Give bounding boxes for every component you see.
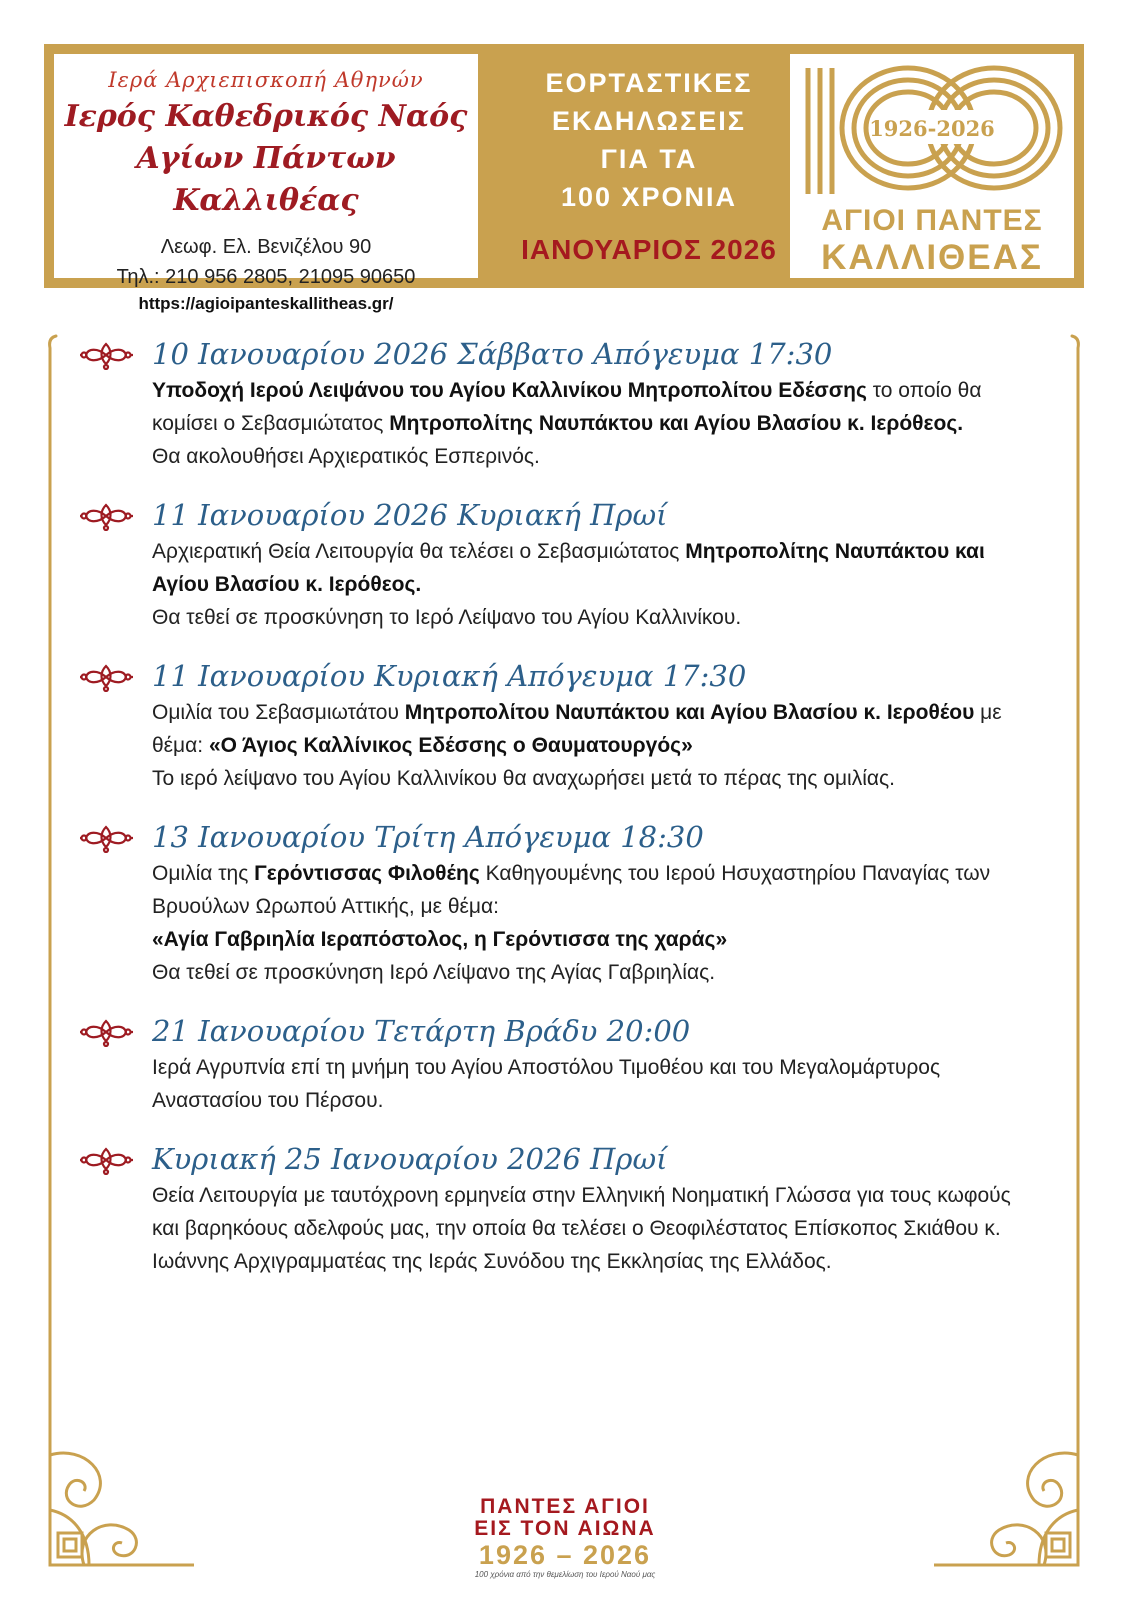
header-banner — [44, 44, 1084, 313]
event-item — [78, 817, 1018, 989]
ornament-bullet-icon — [78, 823, 134, 853]
event-description — [152, 374, 1018, 473]
event-text: Ομιλία της — [152, 862, 255, 885]
event-text-bold: Μητροπολίτης Ναυπάκτου και Αγίου Βλασίου κ. Ιερόθεος. — [389, 412, 964, 435]
event-paragraph — [152, 601, 1018, 634]
footer-logo — [420, 1496, 710, 1580]
event-paragraph — [152, 535, 1018, 601]
event-text: με θέμα: — [152, 701, 1002, 757]
footer-years: 1926 – 2026 — [478, 1540, 652, 1570]
ornament-bullet-icon — [78, 1145, 134, 1175]
event-title: 10 Ιανουαρίου 2026 Σάββατο Απόγευμα 17:30 — [152, 337, 833, 371]
footer-caption: 100 χρόνια από την θεμελίωση του Ιερού Ναού μας — [474, 1570, 656, 1579]
event-title: 21 Ιανουαρίου Τετάρτη Βράδυ 20:00 — [152, 1014, 691, 1048]
footer-line2: ΕΙΣ ΤΟΝ ΑΙΩΝΑ — [474, 1517, 656, 1540]
event-item — [78, 656, 1018, 795]
event-text: Θα τεθεί σε προσκύνηση το Ιερό Λείψανο του Αγίου Καλλινίκου. — [152, 606, 742, 629]
church-website-link[interactable]: https://agioipanteskallitheas.gr/ — [138, 294, 394, 313]
event-description — [152, 1179, 1018, 1278]
logo-years: 1926-2026 — [869, 116, 995, 141]
events-list — [78, 334, 1018, 1300]
event-title: 11 Ιανουαρίου 2026 Κυριακή Πρωί — [152, 498, 668, 532]
event-title: 11 Ιανουαρίου Κυριακή Απόγευμα 17:30 — [152, 659, 747, 693]
ornament-bullet-icon — [78, 340, 134, 370]
event-paragraph — [152, 923, 1018, 956]
event-text: Αρχιερατική Θεία Λειτουργία θα τελέσει ο Σεβασμιώτατος — [152, 540, 686, 563]
event-title: 13 Ιανουαρίου Τρίτη Απόγευμα 18:30 — [152, 820, 704, 854]
event-paragraph — [152, 1179, 1018, 1278]
ornament-bullet-icon — [78, 501, 134, 531]
event-text: Θα ακολουθήσει Αρχιερατικός Εσπερινός. — [152, 445, 540, 468]
logo-text-line1: ΑΓΙΟΙ ΠΑΝΤΕΣ — [821, 204, 1043, 237]
event-paragraph — [152, 956, 1018, 989]
event-text: Ομιλία του Σεβασμιωτάτου — [152, 701, 405, 724]
event-paragraph — [152, 696, 1018, 762]
event-text-bold: Γερόντισσας Φιλοθέης — [254, 862, 480, 885]
title-line: 100 ΧΡΟΝΙΑ — [560, 182, 738, 212]
logo-text-line2: ΚΑΛΛΙΘΕΑΣ — [821, 238, 1043, 277]
event-description — [152, 857, 1018, 989]
month-label: ΙΑΝΟΥΑΡΙΟΣ 2026 — [521, 234, 777, 265]
event-text: Θεία Λειτουργία με ταυτόχρονη ερμηνεία στην Ελληνική Νοηματική Γλώσσα για τους κωφούς και βαρηκόους αδελφούς μας, την οποία θα τελέσει ο Θεοφιλέστατος Επίσκοπος Σκιάθου κ. Ιωάννης Αρχιγραμματέας της Ιεράς Συνόδου της Εκκλησίας της Ελλάδος. — [152, 1184, 1011, 1273]
event-text: Το ιερό λείψανο του Αγίου Καλλινίκου θα αναχωρήσει μετά το πέρας της ομιλίας. — [152, 767, 895, 790]
event-item — [78, 1011, 1018, 1117]
event-text: Θα τεθεί σε προσκύνηση Ιερό Λείψανο της Αγίας Γαβριηλίας. — [152, 961, 716, 984]
event-item — [78, 1139, 1018, 1278]
event-text-bold: Μητροπολίτου Ναυπάκτου και Αγίου Βλασίου κ. Ιεροθέου — [404, 701, 975, 724]
event-paragraph — [152, 440, 1018, 473]
event-text: το οποίο θα κομίσει ο Σεβασμιώτατος — [152, 379, 982, 435]
church-name-line2: Αγίων Πάντων Καλλιθέας — [136, 141, 396, 218]
event-paragraph — [152, 374, 1018, 440]
event-description — [152, 535, 1018, 634]
event-description — [152, 1051, 1018, 1117]
event-text-bold: «Ο Άγιος Καλλίνικος Εδέσσης ο Θαυματουργός» — [208, 734, 693, 757]
events-title-block — [478, 44, 820, 288]
event-item — [78, 495, 1018, 634]
event-text: Καθηγουμένης του Ιερού Ησυχαστηρίου Παναγίας των Βρυούλων Ωρωπού Αττικής, με θέμα: — [152, 862, 991, 918]
church-phone: Τηλ.: 210 956 2805, 21095 90650 — [116, 266, 416, 288]
title-line: ΕΚΔΗΛΩΣΕΙΣ — [552, 106, 746, 136]
title-line: ΕΟΡΤΑΣΤΙΚΕΣ — [545, 68, 753, 98]
event-title: Κυριακή 25 Ιανουαρίου 2026 Πρωί — [152, 1142, 668, 1176]
ornament-bullet-icon — [78, 1017, 134, 1047]
event-text: Ιερά Αγρυπνία επί τη μνήμη του Αγίου Αποστόλου Τιμοθέου και του Μεγαλομάρτυρος Αναστασίου του Πέρσου. — [152, 1056, 941, 1112]
event-text-bold: Μητροπολίτης Ναυπάκτου και Αγίου Βλασίου κ. Ιερόθεος. — [152, 540, 985, 596]
church-address: Λεωφ. Ελ. Βενιζέλου 90 — [160, 236, 372, 258]
event-description — [152, 696, 1018, 795]
archdiocese-name: Ιερά Αρχιεπισκοπή Αθηνών — [108, 68, 424, 92]
footer-line1: ΠΑΝΤΕΣ ΑΓΙΟΙ — [480, 1495, 650, 1518]
event-text-bold: Υποδοχή Ιερού Λειψάνου του Αγίου Καλλινίκου Μητροπολίτου Εδέσσης — [152, 379, 867, 402]
church-info-box — [54, 54, 478, 313]
church-name-line1: Ιερός Καθεδρικός Ναός — [64, 99, 468, 134]
event-item — [78, 334, 1018, 473]
ornament-bullet-icon — [78, 662, 134, 692]
event-paragraph — [152, 857, 1018, 923]
centenary-logo — [790, 54, 1074, 278]
event-paragraph — [152, 762, 1018, 795]
event-text-bold: «Αγία Γαβριηλία Ιεραπόστολος, η Γερόντισσα της χαράς» — [152, 928, 728, 951]
title-line: ΓΙΑ ΤΑ — [600, 144, 698, 174]
event-paragraph — [152, 1051, 1018, 1117]
